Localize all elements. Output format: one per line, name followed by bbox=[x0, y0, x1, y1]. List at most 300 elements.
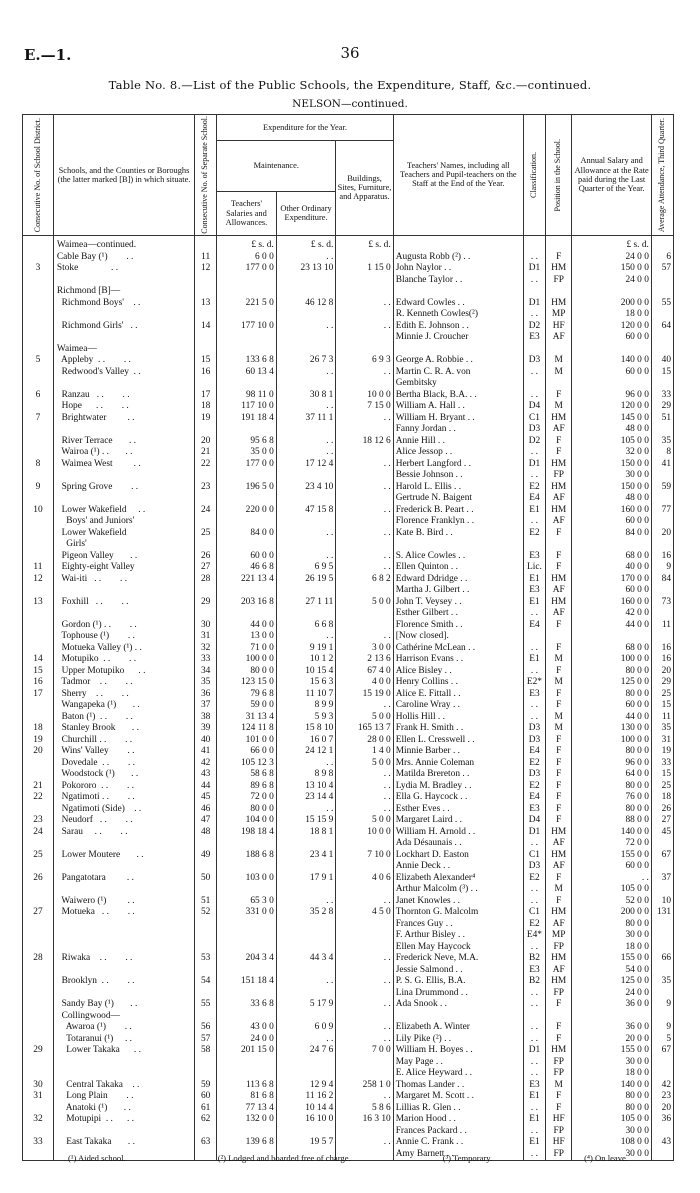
table-row bbox=[23, 321, 674, 333]
buildings-cell: £ s. d. bbox=[336, 235, 393, 252]
teacher-name-cell: Alice Jessop . . bbox=[393, 447, 523, 459]
school-name-cell: Sherry . . . . bbox=[53, 689, 194, 701]
school-no-cell: 11 bbox=[195, 252, 217, 264]
teacher-name-cell: S. Alice Cowles . . bbox=[393, 551, 523, 563]
buildings-cell: 3 0 0 bbox=[336, 643, 393, 655]
school-no-cell: 15 bbox=[195, 355, 217, 367]
buildings-cell: . . bbox=[336, 804, 393, 816]
salaries-cell bbox=[217, 884, 277, 896]
table-row bbox=[23, 896, 674, 908]
buildings-cell: 4 0 6 bbox=[336, 873, 393, 885]
buildings-cell bbox=[336, 942, 393, 954]
other-expenditure-cell: . . bbox=[276, 436, 336, 448]
classification-cell: D1 bbox=[523, 1045, 545, 1057]
table-row bbox=[23, 781, 674, 793]
annual-salary-cell: 44 0 0 bbox=[572, 620, 651, 632]
school-name-cell: Motupipi . . . . bbox=[53, 1114, 194, 1126]
classification-cell: E2 bbox=[523, 781, 545, 793]
district-no-cell bbox=[23, 804, 54, 816]
annual-salary-cell: 150 0 0 bbox=[572, 482, 651, 494]
teacher-name-cell: Florence Smith . . bbox=[393, 620, 523, 632]
other-expenditure-cell: . . bbox=[276, 447, 336, 459]
school-no-cell: 58 bbox=[195, 1045, 217, 1057]
teacher-name-cell: F. Arthur Bisley . . bbox=[393, 930, 523, 942]
school-name-cell: Upper Motupiko . . bbox=[53, 666, 194, 678]
other-expenditure-cell bbox=[276, 493, 336, 505]
attendance-cell: 35 bbox=[651, 723, 673, 735]
salaries-cell: 80 0 0 bbox=[217, 666, 277, 678]
attendance-cell: 25 bbox=[651, 689, 673, 701]
other-expenditure-cell: . . bbox=[276, 401, 336, 413]
classification-cell: E2* bbox=[523, 677, 545, 689]
salaries-cell: 191 18 4 bbox=[217, 413, 277, 425]
district-no-cell bbox=[23, 758, 54, 770]
buildings-cell: 67 4 0 bbox=[336, 666, 393, 678]
position-cell: F bbox=[545, 551, 571, 563]
attendance-cell: 36 bbox=[651, 1114, 673, 1126]
attendance-cell: 8 bbox=[651, 447, 673, 459]
table-row bbox=[23, 597, 674, 609]
school-no-cell: 13 bbox=[195, 298, 217, 310]
other-expenditure-cell bbox=[276, 470, 336, 482]
school-name-cell: Sarau . . . . bbox=[53, 827, 194, 839]
school-name-cell: Wairoa (¹) . . . . bbox=[53, 447, 194, 459]
teacher-name-cell: William H. Arnold . . bbox=[393, 827, 523, 839]
buildings-cell bbox=[336, 585, 393, 597]
attendance-cell: 15 bbox=[651, 367, 673, 379]
teacher-name-cell: Lina Drummond . . bbox=[393, 988, 523, 1000]
position-cell: MP bbox=[545, 930, 571, 942]
school-no-cell bbox=[195, 919, 217, 931]
teacher-name-cell: Margaret M. Scott . . bbox=[393, 1091, 523, 1103]
annual-salary-cell: 20 0 0 bbox=[572, 1034, 651, 1046]
classification-cell: . . bbox=[523, 1057, 545, 1069]
other-expenditure-cell: 23 13 10 bbox=[276, 263, 336, 275]
teacher-name-cell: Ellen Quinton . . bbox=[393, 562, 523, 574]
table-row bbox=[23, 608, 674, 620]
classification-cell: . . bbox=[523, 896, 545, 908]
teacher-name-cell: Bertha Black, B.A. . . bbox=[393, 390, 523, 402]
school-no-cell: 50 bbox=[195, 873, 217, 885]
attendance-cell bbox=[651, 1057, 673, 1069]
buildings-cell bbox=[336, 447, 393, 459]
classification-cell: . . bbox=[523, 608, 545, 620]
school-no-cell bbox=[195, 1057, 217, 1069]
position-cell: F bbox=[545, 689, 571, 701]
table-row bbox=[23, 723, 674, 735]
other-expenditure-cell: 10 15 4 bbox=[276, 666, 336, 678]
school-name-cell: Lower Wakefield bbox=[53, 528, 194, 540]
salaries-cell: 196 5 0 bbox=[217, 482, 277, 494]
teacher-name-cell: Minnie Barber . . bbox=[393, 746, 523, 758]
buildings-cell: . . bbox=[336, 298, 393, 310]
position-cell: M bbox=[545, 723, 571, 735]
classification-cell: . . bbox=[523, 516, 545, 528]
school-no-cell: 54 bbox=[195, 976, 217, 988]
school-no-cell bbox=[195, 309, 217, 321]
attendance-cell: 9 bbox=[651, 1022, 673, 1034]
position-cell: HM bbox=[545, 850, 571, 862]
attendance-cell bbox=[651, 424, 673, 436]
district-no-cell: 31 bbox=[23, 1091, 54, 1103]
salaries-cell bbox=[217, 608, 277, 620]
attendance-cell: 5 bbox=[651, 1034, 673, 1046]
school-no-cell bbox=[195, 424, 217, 436]
salaries-cell: 203 16 8 bbox=[217, 597, 277, 609]
attendance-cell: 23 bbox=[651, 1091, 673, 1103]
salaries-cell: 77 13 4 bbox=[217, 1103, 277, 1115]
teacher-name-cell: Esther Gilbert . . bbox=[393, 608, 523, 620]
col-header-district-no: Consecutive No. of School District. bbox=[23, 115, 54, 236]
teacher-name-cell: Thornton G. Malcolm bbox=[393, 907, 523, 919]
classification-cell: D3 bbox=[523, 735, 545, 747]
classification-cell: E1 bbox=[523, 597, 545, 609]
classification-cell: E2 bbox=[523, 528, 545, 540]
other-expenditure-cell bbox=[276, 608, 336, 620]
school-name-cell: Motueka Valley (¹) . . bbox=[53, 643, 194, 655]
teacher-name-cell: Ada Désaunais . . bbox=[393, 838, 523, 850]
school-no-cell: 29 bbox=[195, 597, 217, 609]
attendance-cell bbox=[651, 493, 673, 505]
school-no-cell bbox=[195, 585, 217, 597]
district-no-cell bbox=[23, 275, 54, 287]
district-no-cell bbox=[23, 1022, 54, 1034]
annual-salary-cell: 18 0 0 bbox=[572, 942, 651, 954]
footnote: (²) Lodged and boarded free of charge. bbox=[217, 1153, 351, 1163]
salaries-cell bbox=[217, 585, 277, 597]
school-no-cell bbox=[195, 930, 217, 942]
classification-cell: E4 bbox=[523, 493, 545, 505]
school-no-cell bbox=[195, 493, 217, 505]
position-cell: HM bbox=[545, 298, 571, 310]
position-cell: F bbox=[545, 528, 571, 540]
annual-salary-cell: 140 0 0 bbox=[572, 827, 651, 839]
attendance-cell: 15 bbox=[651, 700, 673, 712]
table-row bbox=[23, 332, 674, 344]
buildings-cell bbox=[336, 988, 393, 1000]
position-cell: F bbox=[545, 758, 571, 770]
salaries-cell: 331 0 0 bbox=[217, 907, 277, 919]
school-name-cell bbox=[53, 275, 194, 287]
annual-salary-cell: 54 0 0 bbox=[572, 965, 651, 977]
district-no-cell bbox=[23, 286, 54, 298]
school-name-cell bbox=[53, 1126, 194, 1138]
salaries-cell bbox=[217, 1057, 277, 1069]
annual-salary-cell: 24 0 0 bbox=[572, 252, 651, 264]
attendance-cell: 26 bbox=[651, 804, 673, 816]
classification-cell bbox=[523, 1011, 545, 1023]
annual-salary-cell: 200 0 0 bbox=[572, 907, 651, 919]
table-row bbox=[23, 235, 674, 252]
teacher-name-cell: Caroline Wray . . bbox=[393, 700, 523, 712]
school-name-cell: Ngatimoti . . . . bbox=[53, 792, 194, 804]
school-name-cell bbox=[53, 1057, 194, 1069]
buildings-cell: 5 8 6 bbox=[336, 1103, 393, 1115]
school-name-cell: Motueka . . . . bbox=[53, 907, 194, 919]
other-expenditure-cell bbox=[276, 344, 336, 356]
buildings-cell: . . bbox=[336, 528, 393, 540]
annual-salary-cell: 30 0 0 bbox=[572, 1126, 651, 1138]
buildings-cell bbox=[336, 620, 393, 632]
attendance-cell: 25 bbox=[651, 781, 673, 793]
school-name-cell: Redwood's Valley . . bbox=[53, 367, 194, 379]
salaries-cell: 58 6 8 bbox=[217, 769, 277, 781]
district-no-cell bbox=[23, 631, 54, 643]
buildings-cell bbox=[336, 919, 393, 931]
classification-cell: . . bbox=[523, 309, 545, 321]
other-expenditure-cell: 5 17 9 bbox=[276, 999, 336, 1011]
position-cell: HM bbox=[545, 263, 571, 275]
position-cell: HM bbox=[545, 907, 571, 919]
table-row bbox=[23, 263, 674, 275]
table-row bbox=[23, 286, 674, 298]
other-expenditure-cell bbox=[276, 942, 336, 954]
position-cell: MP bbox=[545, 309, 571, 321]
attendance-cell bbox=[651, 470, 673, 482]
position-cell bbox=[545, 378, 571, 390]
table-row bbox=[23, 1126, 674, 1138]
table-row bbox=[23, 965, 674, 977]
classification-cell: E3 bbox=[523, 1080, 545, 1092]
attendance-cell bbox=[651, 344, 673, 356]
buildings-cell bbox=[336, 1011, 393, 1023]
school-name-cell: Pigeon Valley . . bbox=[53, 551, 194, 563]
position-cell: FP bbox=[545, 1126, 571, 1138]
position-cell: F bbox=[545, 620, 571, 632]
position-cell: F bbox=[545, 781, 571, 793]
school-name-cell: Eighty-eight Valley bbox=[53, 562, 194, 574]
teacher-name-cell: William H. Bryant . . bbox=[393, 413, 523, 425]
other-expenditure-cell: . . bbox=[276, 321, 336, 333]
classification-cell: . . bbox=[523, 390, 545, 402]
position-cell: AF bbox=[545, 965, 571, 977]
annual-salary-cell: 36 0 0 bbox=[572, 1022, 651, 1034]
school-name-cell bbox=[53, 585, 194, 597]
attendance-cell: 16 bbox=[651, 654, 673, 666]
teacher-name-cell: May Page . . bbox=[393, 1057, 523, 1069]
table-row bbox=[23, 758, 674, 770]
buildings-cell bbox=[336, 309, 393, 321]
school-no-cell: 18 bbox=[195, 401, 217, 413]
position-cell: AF bbox=[545, 861, 571, 873]
teacher-name-cell bbox=[393, 1011, 523, 1023]
district-no-cell: 29 bbox=[23, 1045, 54, 1057]
district-no-cell bbox=[23, 1068, 54, 1080]
buildings-cell: . . bbox=[336, 769, 393, 781]
table-row bbox=[23, 470, 674, 482]
teacher-name-cell bbox=[393, 344, 523, 356]
attendance-cell: 35 bbox=[651, 436, 673, 448]
salaries-cell: 72 0 0 bbox=[217, 792, 277, 804]
salaries-cell: 65 3 0 bbox=[217, 896, 277, 908]
classification-cell: D1 bbox=[523, 298, 545, 310]
buildings-cell: 18 12 6 bbox=[336, 436, 393, 448]
teacher-name-cell: Alice E. Fittall . . bbox=[393, 689, 523, 701]
other-expenditure-cell bbox=[276, 988, 336, 1000]
school-no-cell: 43 bbox=[195, 769, 217, 781]
other-expenditure-cell: 11 16 2 bbox=[276, 1091, 336, 1103]
salaries-cell bbox=[217, 861, 277, 873]
school-no-cell bbox=[195, 275, 217, 287]
district-no-cell bbox=[23, 298, 54, 310]
school-name-cell: Brightwater . . bbox=[53, 413, 194, 425]
buildings-cell: . . bbox=[336, 562, 393, 574]
attendance-cell bbox=[651, 539, 673, 551]
other-expenditure-cell: 24 7 6 bbox=[276, 1045, 336, 1057]
table-row bbox=[23, 827, 674, 839]
buildings-cell: 1 4 0 bbox=[336, 746, 393, 758]
attendance-cell: 45 bbox=[651, 827, 673, 839]
school-no-cell: 30 bbox=[195, 620, 217, 632]
position-cell: FP bbox=[545, 1068, 571, 1080]
classification-cell bbox=[523, 539, 545, 551]
salaries-cell bbox=[217, 424, 277, 436]
salaries-cell: 201 15 0 bbox=[217, 1045, 277, 1057]
district-no-cell bbox=[23, 252, 54, 264]
teacher-name-cell: E. Alice Heyward . . bbox=[393, 1068, 523, 1080]
district-no-cell bbox=[23, 378, 54, 390]
school-name-cell: Appleby . . . . bbox=[53, 355, 194, 367]
buildings-cell: 2 13 6 bbox=[336, 654, 393, 666]
other-expenditure-cell: 19 5 7 bbox=[276, 1137, 336, 1149]
table-row bbox=[23, 551, 674, 563]
classification-cell: . . bbox=[523, 1068, 545, 1080]
classification-cell: . . bbox=[523, 884, 545, 896]
district-no-cell: 3 bbox=[23, 263, 54, 275]
annual-salary-cell: 72 0 0 bbox=[572, 838, 651, 850]
teacher-name-cell: Augusta Robb (²) . . bbox=[393, 252, 523, 264]
teacher-name-cell: William A. Hall . . bbox=[393, 401, 523, 413]
table-row bbox=[23, 459, 674, 471]
table-row bbox=[23, 516, 674, 528]
attendance-cell bbox=[651, 631, 673, 643]
school-name-cell: Ngatimoti (Side) . . bbox=[53, 804, 194, 816]
district-no-cell bbox=[23, 608, 54, 620]
position-cell: F bbox=[545, 746, 571, 758]
classification-cell: E3 bbox=[523, 965, 545, 977]
salaries-cell: 46 6 8 bbox=[217, 562, 277, 574]
school-name-cell: Girls' bbox=[53, 539, 194, 551]
district-no-cell bbox=[23, 919, 54, 931]
table-row bbox=[23, 988, 674, 1000]
classification-cell bbox=[523, 235, 545, 252]
salaries-cell: 113 6 8 bbox=[217, 1080, 277, 1092]
teacher-name-cell: Frederick Neve, M.A. bbox=[393, 953, 523, 965]
classification-cell: D1 bbox=[523, 827, 545, 839]
other-expenditure-cell: 30 8 1 bbox=[276, 390, 336, 402]
classification-cell: . . bbox=[523, 999, 545, 1011]
position-cell: F bbox=[545, 896, 571, 908]
salaries-cell bbox=[217, 1011, 277, 1023]
annual-salary-cell bbox=[572, 378, 651, 390]
school-no-cell: 36 bbox=[195, 689, 217, 701]
salaries-cell bbox=[217, 838, 277, 850]
page-number: 36 bbox=[340, 44, 360, 62]
position-cell: F bbox=[545, 804, 571, 816]
annual-salary-cell: 150 0 0 bbox=[572, 459, 651, 471]
district-no-cell: 11 bbox=[23, 562, 54, 574]
position-cell: AF bbox=[545, 585, 571, 597]
teacher-name-cell: Elizabeth Alexander⁴ bbox=[393, 873, 523, 885]
position-cell: AF bbox=[545, 919, 571, 931]
annual-salary-cell: 80 0 0 bbox=[572, 666, 651, 678]
school-name-cell: Spring Grove . . bbox=[53, 482, 194, 494]
annual-salary-cell: 170 0 0 bbox=[572, 574, 651, 586]
salaries-cell bbox=[217, 516, 277, 528]
annual-salary-cell: 155 0 0 bbox=[572, 1045, 651, 1057]
district-no-cell bbox=[23, 712, 54, 724]
position-cell: F bbox=[545, 252, 571, 264]
buildings-cell: . . bbox=[336, 1034, 393, 1046]
table-row bbox=[23, 700, 674, 712]
col-header-expenditure: Expenditure for the Year. bbox=[217, 115, 394, 141]
position-cell: F bbox=[545, 390, 571, 402]
buildings-cell: 258 1 0 bbox=[336, 1080, 393, 1092]
salaries-cell: 177 0 0 bbox=[217, 263, 277, 275]
col-header-school: Schools, and the Counties or Boroughs (the latter marked [B]) in which situate. bbox=[53, 115, 194, 236]
attendance-cell bbox=[651, 942, 673, 954]
buildings-cell: 28 0 0 bbox=[336, 735, 393, 747]
buildings-cell: . . bbox=[336, 413, 393, 425]
table-row bbox=[23, 884, 674, 896]
district-no-cell bbox=[23, 999, 54, 1011]
attendance-cell: 55 bbox=[651, 298, 673, 310]
salaries-cell: 35 0 0 bbox=[217, 447, 277, 459]
district-no-cell: 24 bbox=[23, 827, 54, 839]
classification-cell: . . bbox=[523, 1103, 545, 1115]
teacher-name-cell: Elizabeth A. Winter bbox=[393, 1022, 523, 1034]
buildings-cell bbox=[336, 861, 393, 873]
buildings-cell bbox=[336, 275, 393, 287]
classification-cell: C1 bbox=[523, 413, 545, 425]
school-no-cell bbox=[195, 884, 217, 896]
table-row bbox=[23, 815, 674, 827]
col-header-buildings: Buildings, Sites, Furniture, and Apparatus. bbox=[336, 141, 393, 236]
position-cell: F bbox=[545, 815, 571, 827]
classification-cell: E2 bbox=[523, 873, 545, 885]
salaries-cell: 124 11 8 bbox=[217, 723, 277, 735]
classification-cell: E3 bbox=[523, 332, 545, 344]
attendance-cell: 29 bbox=[651, 677, 673, 689]
classification-cell: E2 bbox=[523, 758, 545, 770]
position-cell: F bbox=[545, 1022, 571, 1034]
district-no-cell bbox=[23, 965, 54, 977]
col-header-position: Position in the School. bbox=[545, 115, 571, 236]
other-expenditure-cell bbox=[276, 286, 336, 298]
classification-cell: D4 bbox=[523, 401, 545, 413]
attendance-cell: 77 bbox=[651, 505, 673, 517]
school-name-cell: Ranzau . . . . bbox=[53, 390, 194, 402]
classification-cell: D3 bbox=[523, 424, 545, 436]
table-row bbox=[23, 953, 674, 965]
classification-cell: E1 bbox=[523, 1091, 545, 1103]
buildings-cell bbox=[336, 286, 393, 298]
buildings-cell: 4 0 0 bbox=[336, 677, 393, 689]
teacher-name-cell: Bessie Johnson . . bbox=[393, 470, 523, 482]
annual-salary-cell: 200 0 0 bbox=[572, 298, 651, 310]
school-no-cell: 39 bbox=[195, 723, 217, 735]
salaries-cell bbox=[217, 942, 277, 954]
footnote: (³) Temporary. bbox=[442, 1153, 493, 1163]
salaries-cell: 204 3 4 bbox=[217, 953, 277, 965]
table-row bbox=[23, 1080, 674, 1092]
school-no-cell: 14 bbox=[195, 321, 217, 333]
other-expenditure-cell: . . bbox=[276, 528, 336, 540]
classification-cell: E3 bbox=[523, 689, 545, 701]
other-expenditure-cell bbox=[276, 919, 336, 931]
classification-cell bbox=[523, 378, 545, 390]
salaries-cell bbox=[217, 344, 277, 356]
